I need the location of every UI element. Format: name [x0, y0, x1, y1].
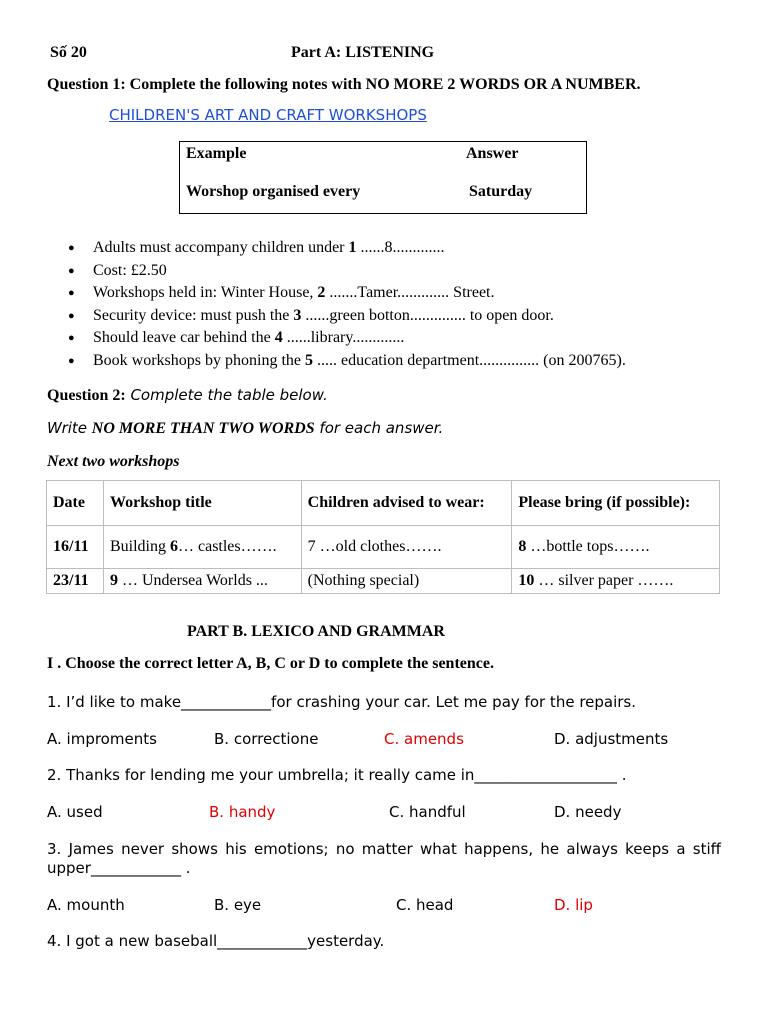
- note-answer: ......green botton.............. to open door.: [301, 306, 554, 324]
- workshops-table: [46, 480, 720, 594]
- question-2-instruction: Complete the table below.: [125, 386, 328, 404]
- part-b-heading: PART B. LEXICO AND GRAMMAR: [187, 623, 445, 640]
- question-4-text: 4. I got a new baseball____________yesterday.: [47, 932, 385, 950]
- note-text: Cost: £2.50: [93, 261, 167, 279]
- question-1-instruction: Question 1: Complete the following notes with NO MORE 2 WORDS OR A NUMBER.: [47, 76, 641, 93]
- wear-cell: 7 …old clothes…….: [301, 526, 512, 569]
- question-3-text-line2: upper____________ .: [47, 859, 191, 877]
- option-b[interactable]: B. eye: [214, 896, 262, 914]
- question-2-line: [47, 386, 328, 405]
- column-header: Please bring (if possible):: [512, 481, 720, 526]
- option-c[interactable]: C. handful: [389, 803, 466, 821]
- note-number: 3: [293, 306, 302, 324]
- table-header-row: [47, 481, 720, 526]
- example-label: Example: [186, 145, 247, 162]
- example-box: [179, 141, 587, 214]
- column-header: Workshop title: [103, 481, 301, 526]
- note-answer: .......Tamer............. Street.: [325, 284, 495, 301]
- note-answer: ..... education department............... (on 200765).: [313, 351, 626, 369]
- table-subtitle: Next two workshops: [47, 453, 180, 470]
- option-b[interactable]: B. correctione: [214, 730, 319, 748]
- worksheet-number: Số 20: [50, 44, 87, 61]
- option-a[interactable]: A. mounth: [47, 896, 125, 914]
- title-cell: 9 … Undersea Worlds ...: [103, 569, 301, 594]
- answer-label: Answer: [466, 145, 519, 162]
- option-b-correct[interactable]: B. handy: [209, 803, 276, 821]
- note-text: Should leave car behind the: [93, 329, 275, 346]
- note-text: Book workshops by phoning the: [93, 351, 305, 369]
- note-answer: ......library.............: [282, 329, 405, 346]
- wear-cell: (Nothing special): [301, 569, 512, 594]
- write-limit: NO MORE THAN TWO WORDS: [91, 420, 315, 437]
- option-d[interactable]: D. adjustments: [554, 730, 669, 748]
- list-item: [40, 305, 626, 328]
- date-cell: 23/11: [47, 569, 104, 594]
- option-d[interactable]: D. needy: [554, 803, 622, 821]
- date-cell: 16/11: [47, 526, 104, 569]
- write-suffix: for each answer.: [314, 419, 444, 437]
- question-2-text: 2. Thanks for lending me your umbrella; it really came in___________________ .: [47, 766, 627, 784]
- note-number: 1: [348, 239, 357, 256]
- note-text: Security device: must push the: [93, 306, 294, 324]
- note-text: Adults must accompany children under: [93, 239, 349, 256]
- workshops-title: CHILDREN'S ART AND CRAFT WORKSHOPS: [109, 106, 427, 124]
- write-prefix: Write: [47, 419, 92, 437]
- table-row: [47, 569, 720, 594]
- note-text: Workshops held in: Winter House,: [93, 284, 318, 301]
- part-a-heading: Part A: LISTENING: [291, 44, 435, 61]
- notes-list: [40, 237, 626, 372]
- option-a[interactable]: A. used: [47, 803, 103, 821]
- title-cell: Building 6… castles…….: [103, 526, 301, 569]
- list-item: [40, 327, 626, 350]
- option-a[interactable]: A. improments: [47, 730, 157, 748]
- question-3-text-line1: 3. James never shows his emotions; no matter what happens, he always keeps a stiff: [47, 840, 721, 858]
- list-item: [40, 350, 626, 373]
- list-item: [40, 282, 626, 305]
- question-1-text: 1. I’d like to make____________for crashing your car. Let me pay for the repairs.: [47, 693, 637, 711]
- question-2-label: Question 2:: [47, 387, 126, 404]
- column-header: Children advised to wear:: [301, 481, 512, 526]
- note-number: 4: [274, 329, 283, 346]
- option-c[interactable]: C. head: [396, 896, 454, 914]
- option-d-correct[interactable]: D. lip: [554, 896, 593, 914]
- example-row-value: Saturday: [469, 183, 533, 200]
- list-item: [40, 260, 626, 283]
- column-header: Date: [47, 481, 104, 526]
- note-answer: ......8.............: [356, 239, 445, 256]
- write-limit-line: [47, 419, 443, 438]
- note-number: 5: [305, 351, 313, 369]
- table-row: [47, 526, 720, 569]
- example-row-label: Worshop organised every: [186, 183, 361, 200]
- bring-cell: 10 … silver paper …….: [512, 569, 720, 594]
- note-number: 2: [317, 284, 326, 301]
- list-item: [40, 237, 626, 260]
- bring-cell: 8 …bottle tops…….: [512, 526, 720, 569]
- section-1-instruction: I . Choose the correct letter A, B, C or D to complete the sentence.: [47, 655, 494, 672]
- option-c-correct[interactable]: C. amends: [384, 730, 464, 748]
